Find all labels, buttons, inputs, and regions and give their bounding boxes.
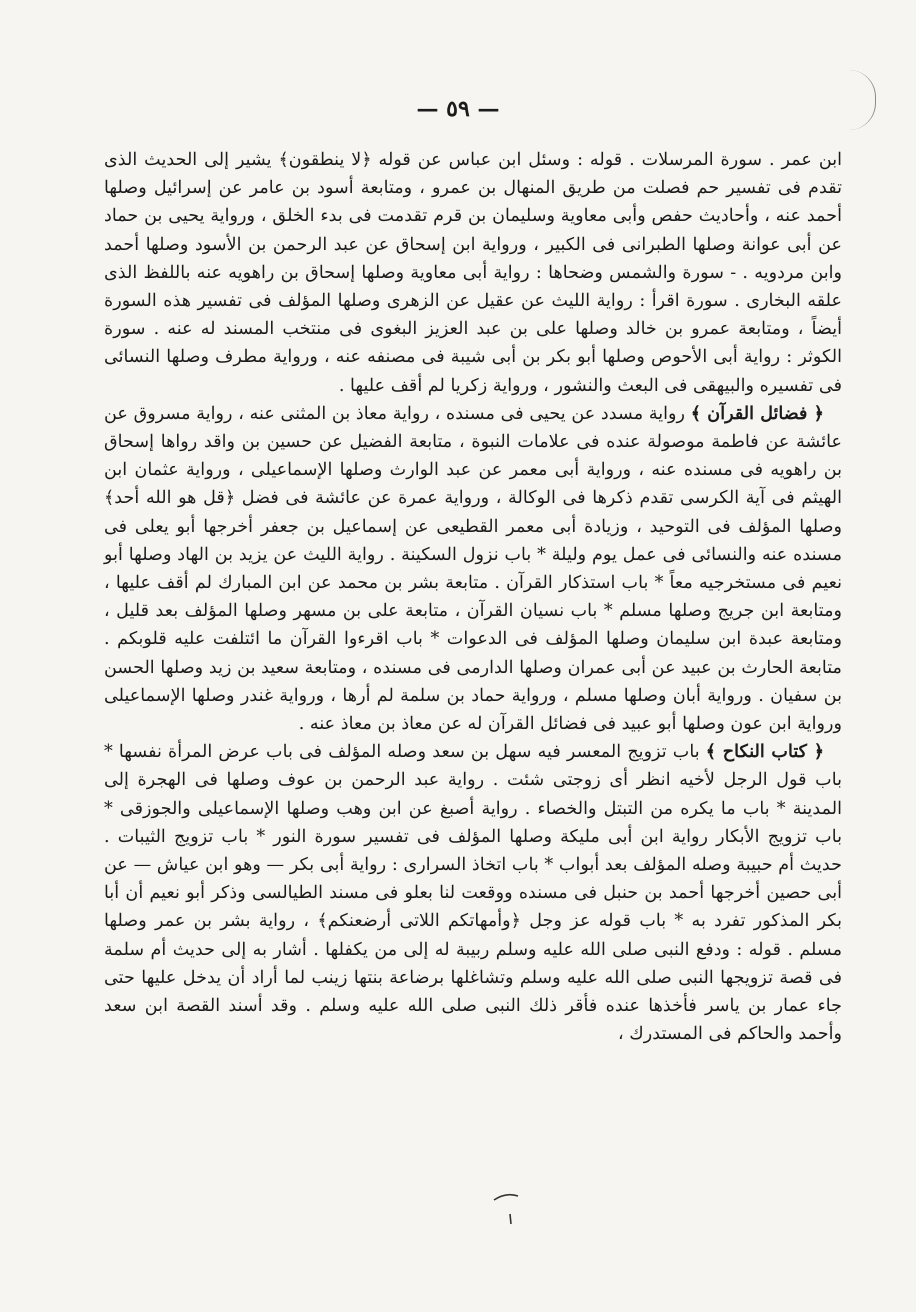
page-body bbox=[104, 146, 842, 1049]
page-number: — ٥٩ — bbox=[416, 96, 500, 122]
paragraph-text: باب تزويج المعسر فيه سهل بن سعد وصله المؤلف فى باب عرض المرأة نفسها * باب قول الرجل لأخيه انظر أى زوجتى شئت . رواية عبد الرحمن بن عوف وصلها فى الهجرة إلى المدينة * باب ما يكره من التبتل والخصاء . رواية أصبغ عن ابن وهب وصلها الإسماعيلى والجوزقى * باب تزويج الأبكار رواية ابن أبى مليكة وصلها المؤلف فى تفسير سورة النور * باب تزويج الثيبات . حديث أم حبيبة وصله المؤلف بعد أبواب * باب اتخاذ السرارى : رواية أبى بكر — وهو ابن عياش — عن أبى حصين أخرجها أحمد بن حنبل فى مسنده ووقعت لنا بعلو فى مسند الطيالسى وذكر أبو نعيم أن أبا بكر المذكور تفرد به * باب قوله عز وجل ﴿وأمهاتكم اللاتى أرضعنكم﴾ ، رواية بشر بن عمر وصلها مسلم . قوله : ودفع النبى صلى الله عليه وسلم ربيبة له إلى من يكفلها . أشار به إلى حديث أم سلمة فى قصة تزويجها النبى صلى الله عليه وسلم وتشاغلها برضاعة بنتها زينب لما أراد أن يدخل عليها حتى جاء عمار بن ياسر فأخذها عنده فأقر ذلك النبى صلى الله عليه وسلم . وقد أسند القصة ابن سعد وأحمد والحاكم فى المستدرك ، bbox=[104, 742, 842, 1045]
paragraph-kitab-al-nikah bbox=[104, 738, 842, 1048]
paragraph-fadail-al-quran bbox=[104, 400, 842, 738]
paragraph-text: رواية مسدد عن يحيى فى مسنده ، رواية معاذ بن المثنى عنه ، رواية مسروق عن عائشة عن فاطمة موصولة عنده فى علامات النبوة ، متابعة الفضيل عن حسين بن واقد رواها إسحاق بن راهويه فى مسنده عنه ، ورواية أبى معمر عن عبد الوارث وصلها الإسماعيلى ، ورواية عثمان ابن الهيثم فى آية الكرسى تقدم ذكرها فى الوكالة ، ورواية عمرة عن عائشة فى فضل ﴿قل هو الله أحد﴾ وصلها المؤلف فى التوحيد ، وزيادة أبى معمر القطيعى عن إسماعيل بن جعفر أخرجها أبو يعلى فى مسنده عنه والنسائى فى عمل يوم وليلة * باب نزول السكينة . رواية الليث عن يزيد بن الهاد وصلها أبو نعيم فى مستخرجيه معاً * باب استذكار القرآن . متابعة بشر بن محمد عن ابن المبارك لم أقف عليها ، ومتابعة ابن جريج وصلها مسلم * باب نسيان القرآن ، متابعة على بن مسهر وصلها المؤلف بعد قليل ، ومتابعة عبدة ابن سليمان وصلها المؤلف فى الدعوات * باب اقرءوا القرآن ما ائتلفت عليه قلوبكم . متابعة الحارث بن عبيد عن أبى عمران وصلها الدارمى فى مسنده ، ومتابعة سعيد بن زيد وصلها الحسن بن سفيان . ورواية أبان وصلها مسلم ، ورواية حماد بن سلمة لم أرها ، ورواية غندر وصلها الإسماعيلى ورواية ابن عون وصلها أبو عبيد فى فضائل القرآن له عن معاذ بن معاذ عنه . bbox=[104, 403, 843, 735]
pen-mark-icon bbox=[488, 1188, 528, 1228]
paragraph-tafsir-surahs bbox=[104, 146, 842, 400]
section-title: ﴿ فضائل القرآن ﴾ bbox=[690, 402, 824, 424]
paragraph-text: ابن عمر . سورة المرسلات . قوله : وسئل ابن عباس عن قوله ﴿لا ينطقون﴾ يشير إلى الحديث الذى تقدم فى تفسير حم فصلت من طريق المنهال بن عمرو ، ومتابعة أسود بن عامر عن إسرائيل وصلها أحمد عنه ، وأحاديث حفص وأبى معاوية وسليمان بن قرم تقدمت فى بدء الخلق ، ورواية يحيى بن حماد عن أبى عوانة وصلها الطبرانى فى الكبير ، ورواية ابن إسحاق عن عبد الرحمن بن الأسود وصلها أحمد وابن مردويه . - سورة والشمس وضحاها : رواية أبى معاوية وصلها إسحاق بن راهويه عنه باللفظ الذى علقه البخارى . سورة اقرأ : رواية الليث عن عقيل عن الزهرى وصلها المؤلف فى تفسير هذه السورة أيضاً ، ومتابعة عمرو بن خالد وصلها على بن عبد العزيز البغوى فى منتخب المسند له عنه . سورة الكوثر : رواية أبى الأحوص وصلها أبو بكر بن أبى شيبة فى مصنفه عنه ، ورواية مطرف وصلها النسائى فى تفسيره والبيهقى فى البعث والنشور ، ورواية زكريا لم أقف عليها . bbox=[104, 150, 842, 396]
section-title: ﴿ كتاب النكاح ﴾ bbox=[705, 741, 825, 763]
